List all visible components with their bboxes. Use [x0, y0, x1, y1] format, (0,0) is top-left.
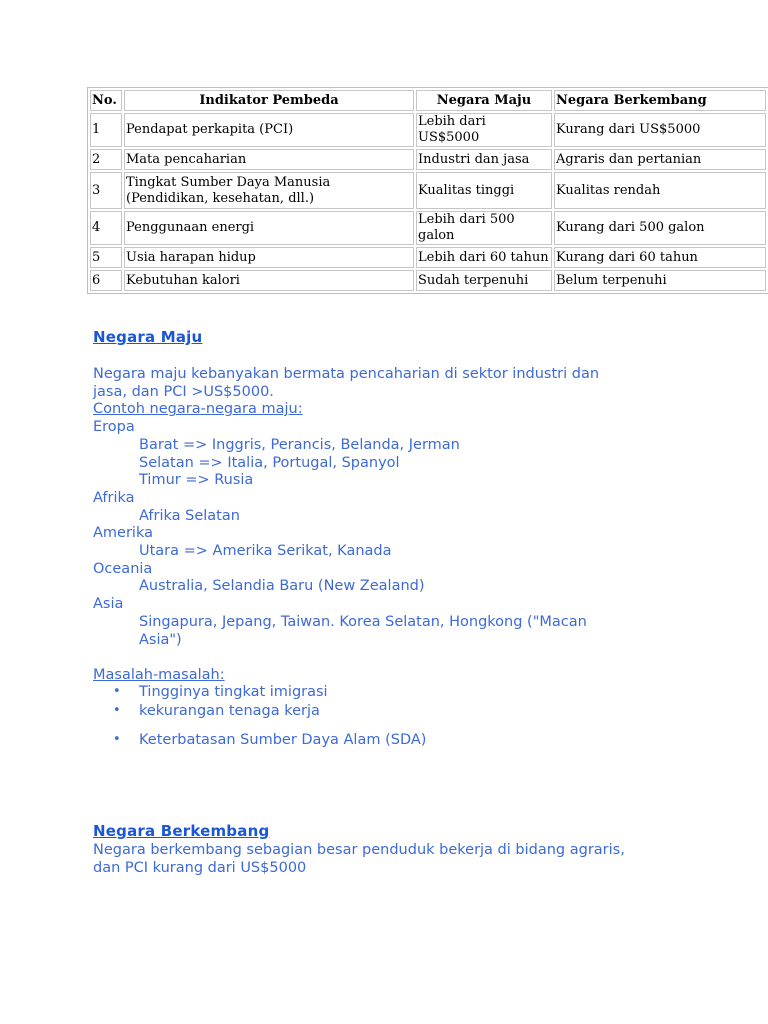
table-row: [90, 113, 766, 147]
cell-maju: Sudah terpenuhi: [416, 270, 552, 291]
region-oceania: Oceania: [93, 560, 153, 577]
table-row: [90, 211, 766, 245]
cell-berkembang: Kualitas rendah: [554, 172, 766, 209]
region-afrika: Afrika: [93, 489, 135, 506]
amerika-list: Utara => Amerika Serikat, Kanada: [139, 543, 392, 560]
eropa-selatan: Selatan => Italia, Portugal, Spanyol: [139, 454, 400, 471]
cell-berkembang: Kurang dari 60 tahun: [554, 247, 766, 268]
intro-line: Negara maju kebanyakan bermata pencaharian di sektor industri dan: [93, 366, 600, 382]
intro-line: jasa, dan PCI >US$5000.: [93, 383, 274, 400]
negara-berkembang-intro: [93, 842, 693, 877]
region-asia: Asia: [93, 596, 124, 613]
cell-maju: Lebih dari US$5000: [416, 113, 552, 147]
table-row: [90, 270, 766, 291]
cell-indikator: Penggunaan energi: [124, 211, 414, 245]
cell-no: 6: [90, 270, 122, 291]
problem-item: Tingginya tingkat imigrasi: [139, 684, 328, 700]
cell-no: 5: [90, 247, 122, 268]
cell-maju: Lebih dari 500 galon: [416, 211, 552, 245]
cell-maju: Kualitas tinggi: [416, 172, 552, 209]
eropa-timur: Timur => Rusia: [139, 472, 254, 489]
region-amerika: Amerika: [93, 525, 153, 542]
examples-label: Contoh negara-negara maju:: [93, 401, 303, 418]
cell-no: 3: [90, 172, 122, 209]
header-negara-maju: Negara Maju: [416, 90, 552, 111]
intro-line: Negara berkembang sebagian besar penduduk bekerja di bidang agraris,: [93, 842, 625, 858]
cell-berkembang: Belum terpenuhi: [554, 270, 766, 291]
oceania-list: Australia, Selandia Baru (New Zealand): [139, 578, 425, 595]
afrika-list: Afrika Selatan: [139, 507, 240, 524]
cell-maju: Industri dan jasa: [416, 149, 552, 170]
cell-no: 1: [90, 113, 122, 147]
cell-maju: Lebih dari 60 tahun: [416, 247, 552, 268]
problems-label: Masalah-masalah:: [93, 667, 225, 683]
region-eropa: Eropa: [93, 419, 135, 436]
comparison-table: [87, 87, 768, 294]
negara-maju-intro: [93, 366, 693, 649]
negara-berkembang-heading[interactable]: Negara Berkembang: [93, 822, 270, 840]
intro-line: dan PCI kurang dari US$5000: [93, 859, 307, 876]
problem-item: Keterbatasan Sumber Daya Alam (SDA): [139, 732, 427, 748]
cell-indikator: Pendapat perkapita (PCI): [124, 113, 414, 147]
asia-list-cont: Asia"): [139, 631, 182, 648]
cell-indikator: Kebutuhan kalori: [124, 270, 414, 291]
problem-item: kekurangan tenaga kerja: [139, 703, 320, 719]
cell-no: 4: [90, 211, 122, 245]
header-negara-berkembang: Negara Berkembang: [554, 90, 766, 111]
cell-indikator: Mata pencaharian: [124, 149, 414, 170]
table-row: [90, 247, 766, 268]
asia-list: Singapura, Jepang, Taiwan. Korea Selatan, Hongkong ("Macan: [139, 613, 587, 630]
table-row: [90, 149, 766, 170]
table-row: [90, 172, 766, 209]
header-no: No.: [90, 90, 122, 111]
cell-indikator: Usia harapan hidup: [124, 247, 414, 268]
cell-berkembang: Kurang dari 500 galon: [554, 211, 766, 245]
cell-berkembang: Kurang dari US$5000: [554, 113, 766, 147]
header-indikator: Indikator Pembeda: [124, 90, 414, 111]
eropa-barat: Barat => Inggris, Perancis, Belanda, Jerman: [139, 436, 460, 453]
cell-indikator: Tingkat Sumber Daya Manusia (Pendidikan, kesehatan, dll.): [124, 172, 414, 209]
cell-no: 2: [90, 149, 122, 170]
negara-maju-heading[interactable]: Negara Maju: [93, 328, 203, 346]
table-header-row: [90, 90, 766, 111]
cell-berkembang: Agraris dan pertanian: [554, 149, 766, 170]
problems-label-row: [93, 667, 693, 685]
